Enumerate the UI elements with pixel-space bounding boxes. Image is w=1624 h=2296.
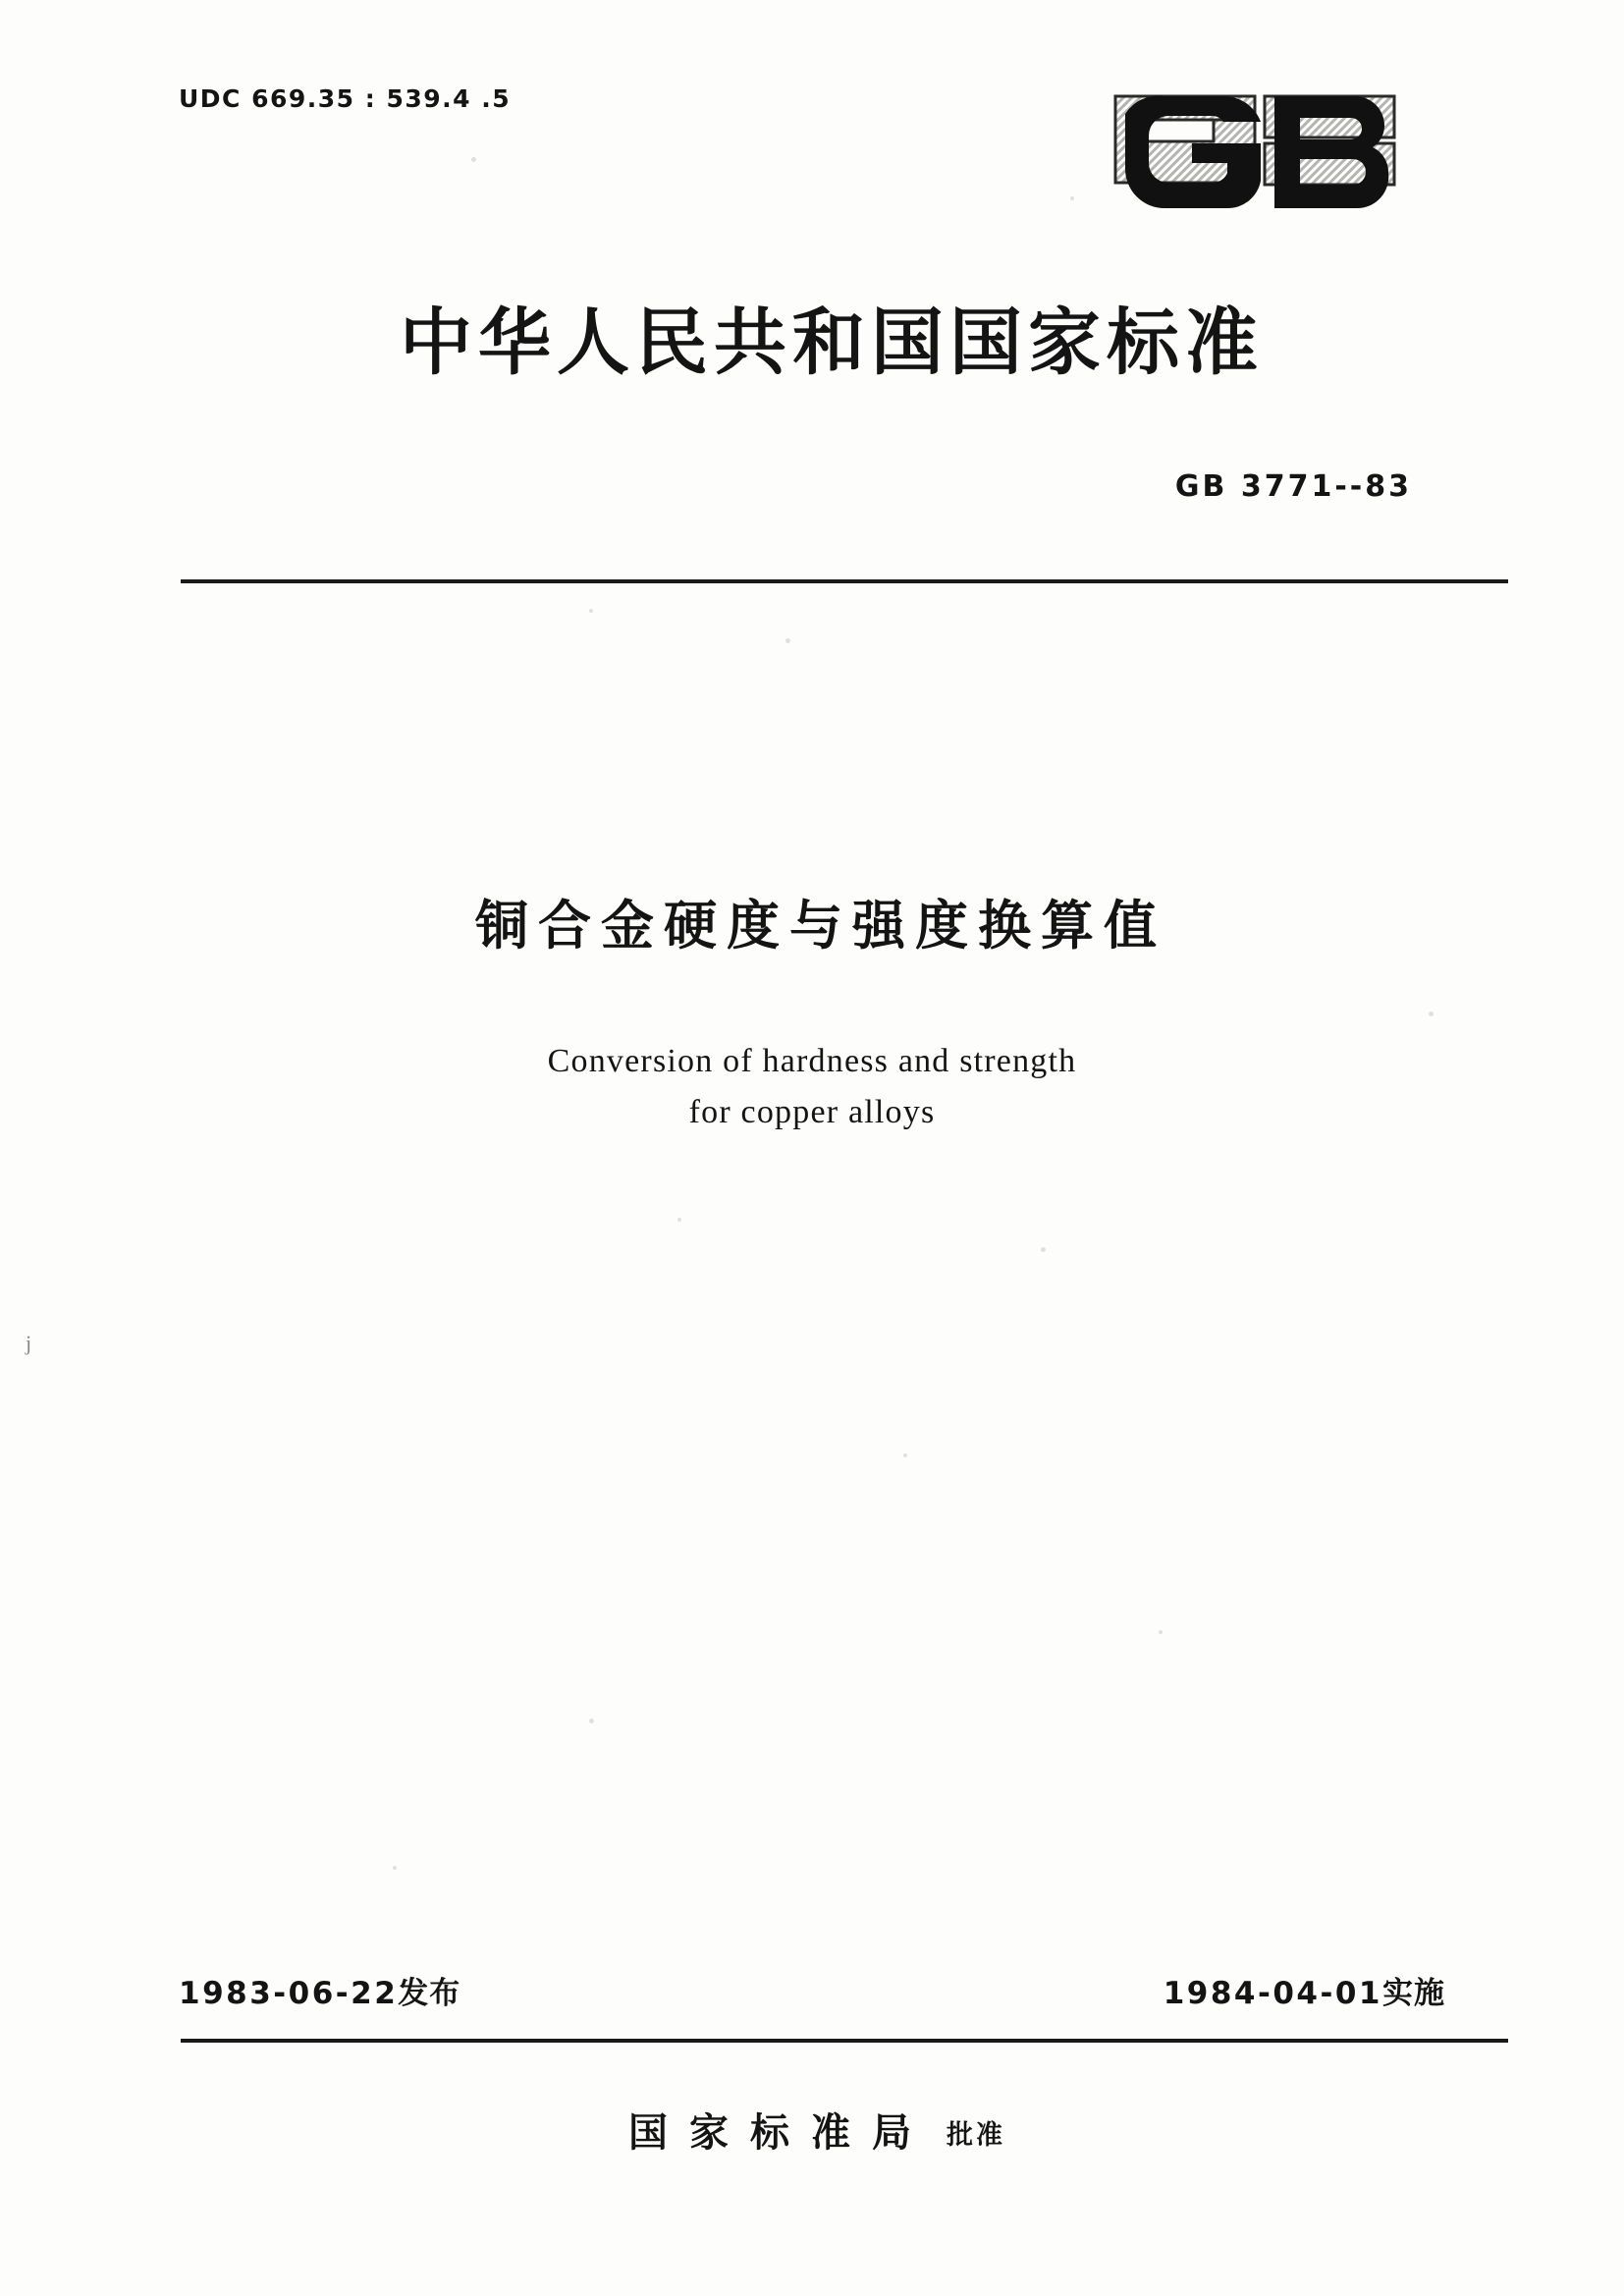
subject-title-cn: 铜合金硬度与强度换算值 [475, 895, 1166, 957]
scan-speck [903, 1453, 907, 1457]
issuer-line [0, 2102, 1624, 2158]
scan-speck [1159, 1630, 1163, 1634]
gb-logo-icon [1108, 86, 1412, 219]
issue-date [179, 1968, 460, 2012]
effective-date-label: 实施 [1382, 1976, 1445, 2011]
scan-speck [589, 1719, 594, 1723]
scan-speck [589, 609, 593, 613]
scan-speck [785, 638, 790, 643]
scan-artifact: j [26, 1331, 32, 1355]
subject-title-en-line2: for copper alloys [688, 1093, 936, 1130]
issue-date-label: 发布 [398, 1976, 461, 2011]
standard-number: GB 3771--83 [1174, 469, 1412, 504]
subject-title-en-line1: Conversion of hardness and strength [547, 1043, 1077, 1079]
scan-speck [471, 157, 476, 162]
scan-speck [1429, 1011, 1434, 1016]
issuer-name: 国家标准局 [628, 2110, 933, 2156]
divider-bottom [181, 2039, 1508, 2043]
scan-speck [393, 1866, 397, 1870]
scan-speck [677, 1218, 681, 1222]
divider-top [181, 579, 1508, 583]
effective-date [1164, 1968, 1445, 2012]
page-title: 中华人民共和国国家标准 [400, 301, 1264, 385]
udc-classification: UDC 669.35 : 539.4 .5 [179, 84, 512, 113]
scan-speck [1041, 1247, 1046, 1252]
issue-date-value: 1983-06-22 [179, 1976, 399, 2011]
subject-title-en [0, 1036, 1624, 1137]
effective-date-value: 1984-04-01 [1163, 1976, 1382, 2011]
issuer-approval-label: 批准 [947, 2120, 1005, 2151]
scan-speck [1070, 196, 1074, 200]
